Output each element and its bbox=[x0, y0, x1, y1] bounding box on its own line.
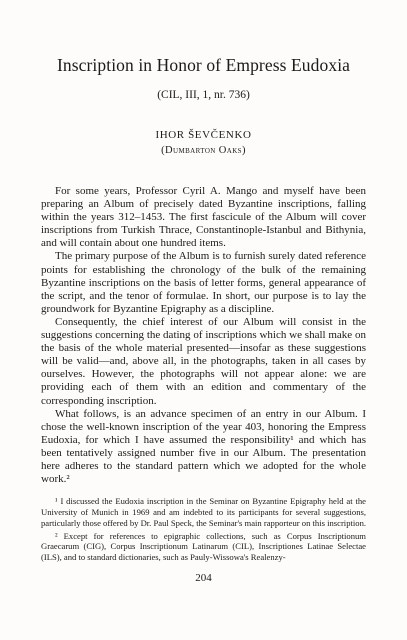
author-name: IHOR ŠEVČENKO bbox=[155, 129, 252, 141]
paragraph: For some years, Professor Cyril A. Mango and myself have been preparing an Album of precisely dated Byzantine inscriptions, falling within the years 312–1453. The first fascicule of the Album will cover inscriptions from Turkish Thrace, Constantinople-Istanbul and Bithynia, and will contain about one hundred items. bbox=[41, 185, 366, 250]
article-title: Inscription in Honor of Empress Eudoxia bbox=[56, 55, 351, 75]
footnotes bbox=[41, 496, 366, 563]
footnote: ² Except for references to epigraphic collections, such as Corpus Inscriptionum Graecarum (CIG), Corpus Inscriptionum Latinarum (CIL), Inscriptiones Latinae Selectae (ILS), and to standard dictionaries, such as Pauly-Wissowa's Realenzy- bbox=[41, 530, 366, 563]
paragraph: The primary purpose of the Album is to furnish surely dated reference points for establishing the chronology of the bulk of the remaining Byzantine inscriptions on the basis of letter forms, general appearance of the script, and the tenor of formulae. In short, our purpose is to lay the groundwork for Byzantine Epigraphy as a discipline. bbox=[41, 250, 366, 315]
author-affiliation: (Dumbarton Oaks) bbox=[161, 145, 246, 156]
citation-reference: (CIL, III, 1, nr. 736) bbox=[157, 89, 250, 101]
paragraph: Consequently, the chief interest of our Album will consist in the suggestions concerning the dating of inscriptions which we shall make on the basis of the whole material presented—insofar as these suggestions will be valid—and, above all, in the photographs, taken in all cases by ourselves. However, the photographs will not appear alone: we are providing each of them with an edition and commentary of the corresponding inscription. bbox=[41, 315, 366, 407]
footnote: ¹ I discussed the Eudoxia inscription in the Seminar on Byzantine Epigraphy held at the University of Munich in 1969 and am indebted to its participants for several suggestions, particularly those offered by Dr. Paul Speck, the Seminar's main rapporteur on this inscription. bbox=[41, 496, 367, 528]
paragraph: What follows, is an advance specimen of an entry in our Album. I chose the well-known inscription of the year 403, honoring the Empress Eudoxia, for which I have assumed the responsibility¹ and which has been tentatively assigned number five in our Album. The presentation here adheres to the standard pattern which we adopted for the whole work.² bbox=[41, 407, 366, 486]
page-number: 204 bbox=[195, 572, 212, 584]
article-body bbox=[41, 185, 366, 486]
